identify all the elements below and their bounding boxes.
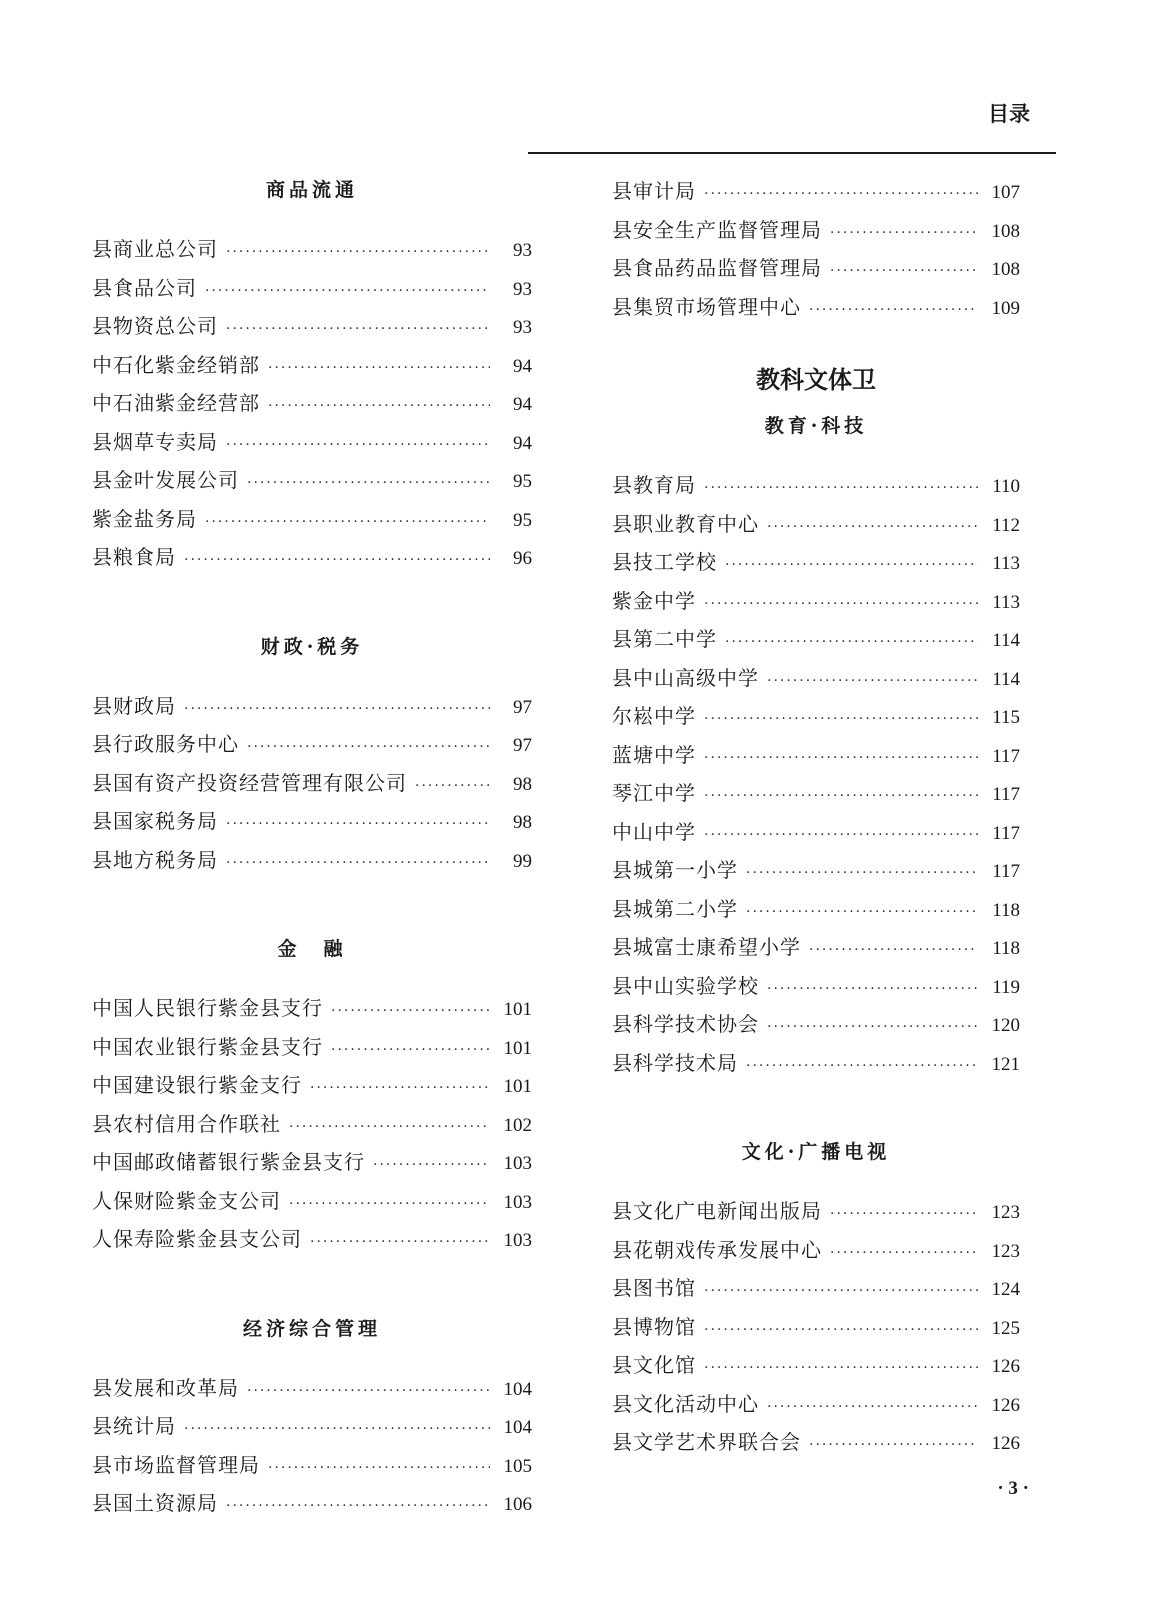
toc-entry-title: 县市场监督管理局 bbox=[92, 1452, 260, 1477]
dot-leader bbox=[226, 426, 490, 465]
toc-entry-title: 县统计局 bbox=[92, 1414, 176, 1438]
toc-entry-title: 县国土资源局 bbox=[92, 1491, 218, 1515]
toc-entry[interactable] bbox=[92, 989, 532, 1028]
toc-entry-page: 126 bbox=[991, 1433, 1020, 1454]
toc-entry[interactable] bbox=[612, 928, 1020, 967]
toc-entry[interactable] bbox=[92, 841, 532, 880]
dot-leader bbox=[415, 767, 490, 806]
dot-leader bbox=[704, 585, 978, 624]
toc-entry-page: 98 bbox=[513, 812, 532, 833]
spacer bbox=[92, 208, 532, 230]
toc-entry-page: 93 bbox=[513, 278, 532, 300]
toc-entry-title: 县第二中学 bbox=[612, 627, 717, 651]
toc-entry[interactable] bbox=[92, 1484, 532, 1523]
toc-entry-page: 114 bbox=[992, 668, 1020, 690]
spacer bbox=[612, 444, 1020, 466]
toc-entry-title: 县发展和改革局 bbox=[92, 1375, 239, 1400]
dot-leader bbox=[725, 623, 978, 662]
dot-leader bbox=[809, 291, 978, 330]
toc-entry[interactable] bbox=[612, 620, 1020, 659]
toc-entry-page: 94 bbox=[513, 432, 532, 454]
toc-entry-page: 118 bbox=[992, 938, 1020, 959]
toc-entry[interactable] bbox=[612, 466, 1020, 505]
left-column bbox=[92, 172, 532, 1523]
toc-entry-page: 125 bbox=[991, 1317, 1020, 1339]
toc-entry[interactable] bbox=[92, 725, 532, 764]
toc-entry-title: 人保财险紫金支公司 bbox=[92, 1188, 281, 1213]
dot-leader bbox=[767, 508, 978, 547]
spacer bbox=[92, 1347, 532, 1369]
toc-entry[interactable] bbox=[92, 687, 532, 726]
toc-entry[interactable] bbox=[92, 1220, 532, 1259]
toc-entry-title: 县图书馆 bbox=[612, 1276, 696, 1300]
toc-entry-page: 108 bbox=[991, 259, 1020, 280]
toc-entry[interactable] bbox=[92, 1407, 532, 1446]
toc-entry-title: 县食品药品监督管理局 bbox=[612, 256, 822, 280]
dot-leader bbox=[767, 970, 978, 1009]
toc-entry-title: 中国邮政储蓄银行紫金县支行 bbox=[92, 1150, 365, 1174]
dot-leader bbox=[247, 1372, 490, 1411]
toc-entry-title: 县中山高级中学 bbox=[612, 665, 759, 690]
section-heading: 财政·税务 bbox=[260, 635, 364, 658]
dot-leader bbox=[767, 1388, 978, 1427]
dot-leader bbox=[767, 662, 978, 701]
toc-entry-page: 108 bbox=[991, 220, 1020, 242]
toc-entry[interactable] bbox=[612, 1385, 1020, 1424]
toc-entry[interactable] bbox=[92, 1446, 532, 1485]
dot-leader bbox=[226, 805, 490, 844]
toc-entry-page: 110 bbox=[992, 476, 1020, 497]
toc-entry[interactable] bbox=[92, 461, 532, 500]
spacer bbox=[92, 1259, 532, 1311]
toc-entry-title: 琴江中学 bbox=[612, 781, 696, 805]
toc-entry-page: 98 bbox=[513, 773, 532, 795]
dot-leader bbox=[704, 1311, 978, 1350]
toc-entry-page: 95 bbox=[513, 509, 532, 531]
toc-entry-page: 117 bbox=[992, 861, 1020, 882]
toc-entry[interactable] bbox=[612, 813, 1020, 852]
toc-entry-page: 123 bbox=[991, 1240, 1020, 1262]
toc-entry-title: 县职业教育中心 bbox=[612, 511, 759, 536]
toc-entry-title: 县行政服务中心 bbox=[92, 732, 239, 756]
toc-entry-title: 紫金中学 bbox=[612, 588, 696, 613]
toc-entry[interactable] bbox=[612, 288, 1020, 327]
toc-entry[interactable] bbox=[92, 1105, 532, 1144]
toc-entry[interactable] bbox=[612, 1346, 1020, 1385]
toc-entry-page: 118 bbox=[992, 899, 1020, 921]
toc-entry-title: 中山中学 bbox=[612, 819, 696, 844]
dot-leader bbox=[704, 175, 978, 214]
dot-leader bbox=[725, 546, 978, 585]
dot-leader bbox=[184, 690, 490, 729]
section-heading: 商品流通 bbox=[265, 179, 358, 201]
toc-entry-page: 93 bbox=[513, 240, 532, 261]
toc-entry-page: 101 bbox=[503, 999, 532, 1020]
toc-entry-page: 114 bbox=[992, 630, 1020, 651]
dot-leader bbox=[767, 1008, 978, 1047]
toc-entry-page: 102 bbox=[503, 1114, 532, 1136]
dot-leader bbox=[830, 1234, 978, 1273]
dot-leader bbox=[289, 1185, 490, 1224]
dot-leader bbox=[746, 1047, 978, 1086]
toc-entry[interactable] bbox=[612, 890, 1020, 929]
toc-entry[interactable] bbox=[92, 500, 532, 539]
toc-entry-page: 121 bbox=[991, 1053, 1020, 1075]
section-heading: 金 融 bbox=[277, 938, 347, 960]
dot-leader bbox=[205, 503, 490, 542]
toc-entry-title: 县地方税务局 bbox=[92, 847, 218, 872]
toc-entry-title: 县科学技术协会 bbox=[612, 1012, 759, 1036]
dot-leader bbox=[268, 387, 490, 426]
toc-entry-page: 126 bbox=[991, 1356, 1020, 1377]
dot-leader bbox=[704, 739, 978, 778]
toc-entry-title: 县技工学校 bbox=[612, 550, 717, 574]
toc-entry-title: 县商业总公司 bbox=[92, 237, 218, 261]
toc-entry-page: 93 bbox=[513, 317, 532, 338]
toc-entry-title: 县粮食局 bbox=[92, 545, 176, 569]
toc-entry[interactable] bbox=[612, 543, 1020, 582]
section-heading: 教育·科技 bbox=[764, 415, 868, 437]
dot-leader bbox=[226, 1487, 490, 1526]
toc-entry-page: 117 bbox=[992, 822, 1020, 844]
toc-entry-title: 县城富士康希望小学 bbox=[612, 935, 801, 959]
toc-entry-title: 县烟草专卖局 bbox=[92, 429, 218, 454]
toc-entry-title: 县金叶发展公司 bbox=[92, 468, 239, 492]
toc-entry[interactable] bbox=[92, 1182, 532, 1221]
toc-entry-title: 县文化广电新闻出版局 bbox=[612, 1199, 822, 1223]
dot-leader bbox=[310, 1223, 490, 1262]
toc-entry[interactable] bbox=[612, 172, 1020, 211]
toc-entry-page: 113 bbox=[992, 591, 1020, 613]
toc-entry[interactable] bbox=[612, 1423, 1020, 1462]
toc-entry[interactable] bbox=[612, 582, 1020, 621]
toc-entry[interactable] bbox=[612, 1308, 1020, 1347]
toc-entry[interactable] bbox=[92, 802, 532, 841]
toc-entry-page: 104 bbox=[503, 1417, 532, 1438]
section-heading: 经济综合管理 bbox=[242, 1317, 381, 1340]
toc-entry-title: 中国农业银行紫金县支行 bbox=[92, 1034, 323, 1059]
major-heading: 教科文体卫 bbox=[756, 366, 876, 394]
page-number: · 3 · bbox=[997, 1478, 1029, 1499]
toc-entry-page: 119 bbox=[992, 976, 1020, 998]
dot-leader bbox=[310, 1069, 490, 1108]
toc-entry[interactable] bbox=[92, 423, 532, 462]
toc-entry-title: 县安全生产监督管理局 bbox=[612, 217, 822, 242]
toc-entry-title: 县食品公司 bbox=[92, 275, 197, 300]
toc-entry[interactable] bbox=[92, 1066, 532, 1105]
toc-entry[interactable] bbox=[92, 230, 532, 269]
section-heading: 文化·广播电视 bbox=[741, 1141, 891, 1163]
toc-entry-title: 中国人民银行紫金县支行 bbox=[92, 996, 323, 1020]
toc-entry-page: 107 bbox=[991, 182, 1020, 203]
page-header bbox=[528, 92, 1056, 154]
toc-entry-title: 县科学技术局 bbox=[612, 1050, 738, 1075]
toc-entry-title: 县农村信用合作联社 bbox=[92, 1111, 281, 1136]
toc-entry-page: 94 bbox=[513, 394, 532, 415]
toc-entry-page: 103 bbox=[503, 1191, 532, 1213]
toc-entry[interactable] bbox=[612, 1231, 1020, 1270]
toc-entry-title: 县物资总公司 bbox=[92, 314, 218, 338]
toc-entry-page: 101 bbox=[503, 1037, 532, 1059]
dot-leader bbox=[205, 272, 490, 311]
toc-entry-page: 124 bbox=[991, 1279, 1020, 1300]
toc-entry-title: 县城第二小学 bbox=[612, 896, 738, 921]
toc-entry-title: 县审计局 bbox=[612, 179, 696, 203]
toc-entry-page: 103 bbox=[503, 1230, 532, 1251]
dot-leader bbox=[289, 1108, 490, 1147]
dot-leader bbox=[184, 541, 490, 580]
dot-leader bbox=[226, 233, 490, 272]
toc-entry-page: 105 bbox=[503, 1455, 532, 1477]
toc-entry-title: 中国建设银行紫金支行 bbox=[92, 1073, 302, 1097]
toc-entry-title: 县城第一小学 bbox=[612, 858, 738, 882]
toc-entry[interactable] bbox=[92, 384, 532, 423]
toc-entry-page: 94 bbox=[513, 355, 532, 377]
toc-entry-title: 蓝塘中学 bbox=[612, 742, 696, 767]
dot-leader bbox=[226, 310, 490, 349]
toc-entry-page: 109 bbox=[991, 297, 1020, 319]
toc-entry-title: 县博物馆 bbox=[612, 1314, 696, 1339]
dot-leader bbox=[704, 700, 978, 739]
toc-entry-title: 县集贸市场管理中心 bbox=[612, 294, 801, 319]
toc-entry-page: 117 bbox=[992, 784, 1020, 805]
toc-entry-title: 县国有资产投资经营管理有限公司 bbox=[92, 770, 407, 795]
spacer bbox=[612, 1170, 1020, 1192]
toc-entry-page: 95 bbox=[513, 471, 532, 492]
toc-entry-title: 县花朝戏传承发展中心 bbox=[612, 1237, 822, 1262]
dot-leader bbox=[746, 893, 978, 932]
toc-entry-title: 县国家税务局 bbox=[92, 809, 218, 833]
toc-entry[interactable] bbox=[612, 1269, 1020, 1308]
dot-leader bbox=[809, 1426, 978, 1465]
spacer bbox=[92, 577, 532, 629]
toc-entry[interactable] bbox=[612, 1192, 1020, 1231]
toc-entry[interactable] bbox=[92, 1028, 532, 1067]
toc-entry[interactable] bbox=[612, 211, 1020, 250]
toc-entry-title: 县财政局 bbox=[92, 693, 176, 718]
toc-entry[interactable] bbox=[612, 851, 1020, 890]
dot-leader bbox=[184, 1410, 490, 1449]
toc-entry[interactable] bbox=[612, 659, 1020, 698]
toc-entry-page: 104 bbox=[503, 1378, 532, 1400]
right-column bbox=[612, 172, 1020, 1462]
toc-entry[interactable] bbox=[92, 346, 532, 385]
toc-entry-title: 紫金盐务局 bbox=[92, 506, 197, 531]
toc-entry[interactable] bbox=[92, 1143, 532, 1182]
dot-leader bbox=[226, 844, 490, 883]
toc-entry-title: 县文化馆 bbox=[612, 1353, 696, 1377]
toc-entry-title: 尔崧中学 bbox=[612, 704, 696, 728]
dot-leader bbox=[704, 777, 978, 816]
toc-entry-page: 99 bbox=[513, 850, 532, 872]
dot-leader bbox=[247, 728, 490, 767]
toc-entry[interactable] bbox=[612, 249, 1020, 288]
toc-entry-page: 97 bbox=[513, 696, 532, 718]
toc-entry-title: 县文学艺术界联合会 bbox=[612, 1430, 801, 1454]
dot-leader bbox=[809, 931, 978, 970]
dot-leader bbox=[247, 464, 490, 503]
dot-leader bbox=[704, 816, 978, 855]
toc-entry-page: 113 bbox=[992, 553, 1020, 574]
toc-entry-page: 117 bbox=[992, 745, 1020, 767]
toc-entry[interactable] bbox=[92, 538, 532, 577]
toc-entry-page: 115 bbox=[992, 707, 1020, 728]
spacer bbox=[92, 967, 532, 989]
spacer bbox=[612, 1082, 1020, 1134]
toc-entry-title: 县文化活动中心 bbox=[612, 1391, 759, 1416]
toc-entry-page: 97 bbox=[513, 735, 532, 756]
dot-leader bbox=[268, 1449, 490, 1488]
spacer bbox=[92, 879, 532, 931]
toc-entry-title: 县中山实验学校 bbox=[612, 973, 759, 998]
dot-leader bbox=[704, 1272, 978, 1311]
toc-entry-page: 106 bbox=[503, 1494, 532, 1515]
toc-entry-page: 112 bbox=[992, 514, 1020, 536]
dot-leader bbox=[746, 854, 978, 893]
dot-leader bbox=[830, 1195, 978, 1234]
toc-entry-page: 96 bbox=[513, 548, 532, 569]
toc-entry-page: 101 bbox=[503, 1076, 532, 1097]
toc-entry-title: 人保寿险紫金县支公司 bbox=[92, 1227, 302, 1251]
toc-entry-page: 120 bbox=[991, 1015, 1020, 1036]
dot-leader bbox=[331, 992, 490, 1031]
dot-leader bbox=[373, 1146, 490, 1185]
spacer bbox=[92, 665, 532, 687]
toc-entry[interactable] bbox=[612, 1044, 1020, 1083]
toc-entry-title: 县教育局 bbox=[612, 473, 696, 497]
toc-entry-title: 中石油紫金经营部 bbox=[92, 391, 260, 415]
toc-entry[interactable] bbox=[612, 774, 1020, 813]
toc-entry[interactable] bbox=[612, 967, 1020, 1006]
toc-entry[interactable] bbox=[612, 1005, 1020, 1044]
toc-entry[interactable] bbox=[92, 269, 532, 308]
dot-leader bbox=[830, 214, 978, 253]
dot-leader bbox=[704, 469, 978, 508]
header-title: 目录 bbox=[988, 102, 1030, 126]
toc-entry[interactable] bbox=[92, 307, 532, 346]
toc-entry[interactable] bbox=[92, 1369, 532, 1408]
toc-entry[interactable] bbox=[92, 764, 532, 803]
toc-entry[interactable] bbox=[612, 697, 1020, 736]
toc-entry[interactable] bbox=[612, 736, 1020, 775]
toc-entry-page: 123 bbox=[991, 1202, 1020, 1223]
dot-leader bbox=[830, 252, 978, 291]
toc-entry-title: 中石化紫金经销部 bbox=[92, 352, 260, 377]
toc-entry-page: 126 bbox=[991, 1394, 1020, 1416]
dot-leader bbox=[704, 1349, 978, 1388]
toc-entry-page: 103 bbox=[503, 1153, 532, 1174]
dot-leader bbox=[268, 349, 490, 388]
dot-leader bbox=[331, 1031, 490, 1070]
toc-entry[interactable] bbox=[612, 505, 1020, 544]
